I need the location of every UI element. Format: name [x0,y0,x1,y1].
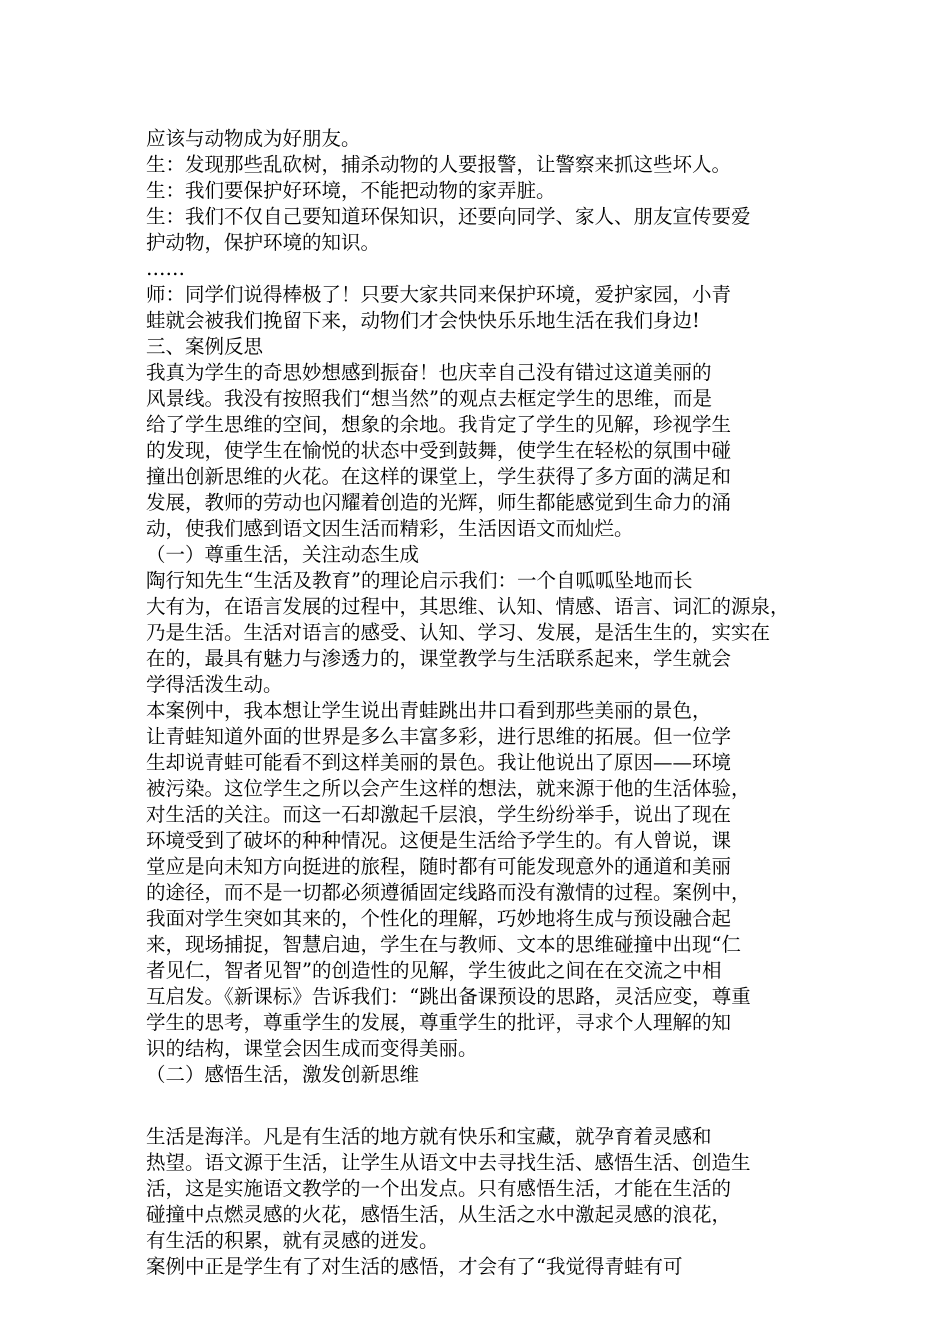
text-line: 动，使我们感到语文因生活而精彩，生活因语文而灿烂。 [146,517,634,540]
text-line: 给了学生思维的空间，想象的余地。我肯定了学生的见解，珍视学生 [146,413,732,436]
text-line: 让青蛙知道外面的世界是多么丰富多彩，进行思维的拓展。但一位学 [146,725,732,748]
text-line: 被污染。这位学生之所以会产生这样的想法，就来源于他的生活体验， [146,777,751,800]
text-line: 的发现，使学生在愉悦的状态中受到鼓舞，使学生在轻松的氛围中碰 [146,439,732,462]
text-line: 互启发。《新课标》告诉我们：“跳出备课预设的思路，灵活应变，尊重 [146,985,751,1008]
text-line: 本案例中，我本想让学生说出青蛙跳出井口看到那些美丽的景色， [146,699,712,722]
text-line: 堂应是向未知方向挺进的旅程，随时都有可能发现意外的通道和美丽 [146,855,732,878]
text-line: 的途径，而不是一切都必须遵循固定线路而没有激情的过程。案例中， [146,881,751,904]
text-line: 者见仁，智者见智”的创造性的见解，学生彼此之间在在交流之中相 [146,959,722,982]
text-line: 我面对学生突如其来的，个性化的理解，巧妙地将生成与预设融合起 [146,907,732,930]
text-line: 生：我们要保护好环境，不能把动物的家弄脏。 [146,179,556,202]
subsection-heading: （一）尊重生活，关注动态生成 [146,543,420,566]
text-line: 乃是生活。生活对语言的感受、认知、学习、发展，是活生生的，实实在 [146,621,771,644]
section-heading: 三、案例反思 [146,335,264,358]
text-line: 蛙就会被我们挽留下来，动物们才会快快乐乐地生活在我们身边! [146,309,700,332]
text-line: 陶行知先生“生活及教育”的理论启示我们：一个自呱呱坠地而长 [146,569,693,592]
ellipsis-line: …… [146,257,185,280]
text-line: 风景线。我没有按照我们“想当然”的观点去框定学生的思维，而是 [146,387,712,410]
text-line: 发展，教师的劳动也闪耀着创造的光辉，师生都能感觉到生命力的涌 [146,491,732,514]
text-line: 生却说青蛙可能看不到这样美丽的景色。我让他说出了原因——环境 [146,751,732,774]
text-line: 对生活的关注。而这一石却激起千层浪，学生纷纷举手，说出了现在 [146,803,732,826]
text-line: 生：我们不仅自己要知道环保知识，还要向同学、家人、朋友宣传要爱 [146,205,751,228]
text-line: 我真为学生的奇思妙想感到振奋！也庆幸自己没有错过这道美丽的 [146,361,712,384]
text-line: 应该与动物成为好朋友。 [146,127,361,150]
text-line: 识的结构，课堂会因生成而变得美丽。 [146,1037,478,1060]
text-line: 来，现场捕捉，智慧启迪，学生在与教师、文本的思维碰撞中出现“仁 [146,933,741,956]
text-line: 学得活泼生动。 [146,673,283,696]
text-line: 在的，最具有魅力与渗透力的，课堂教学与生活联系起来，学生就会 [146,647,732,670]
subsection-heading: （二）感悟生活，激发创新思维 [146,1063,420,1086]
text-line: 生：发现那些乱砍树，捕杀动物的人要报警，让警察来抓这些坏人。 [146,153,732,176]
text-line: 撞出创新思维的火花。在这样的课堂上，学生获得了多方面的满足和 [146,465,732,488]
text-line: 大有为，在语言发展的过程中，其思维、认知、情感、语言、词汇的源泉， [146,595,790,618]
text-line: 生活是海洋。凡是有生活的地方就有快乐和宝藏，就孕育着灵感和 [146,1125,712,1148]
text-line: 活，这是实施语文教学的一个出发点。只有感悟生活，才能在生活的 [146,1177,732,1200]
text-line: 环境受到了破坏的种种情况。这便是生活给予学生的。有人曾说，课 [146,829,732,852]
text-line: 碰撞中点燃灵感的火花，感悟生活，从生活之水中激起灵感的浪花， [146,1203,732,1226]
text-line: 热望。语文源于生活，让学生从语文中去寻找生活、感悟生活、创造生 [146,1151,751,1174]
text-line: 案例中正是学生有了对生活的感悟，才会有了“我觉得青蛙有可 [146,1255,683,1278]
text-line: 护动物，保护环境的知识。 [146,231,381,254]
text-line: 师：同学们说得棒极了！只要大家共同来保护环境，爱护家园，小青 [146,283,732,306]
document-body [146,126,826,1280]
text-line: 学生的思考，尊重学生的发展，尊重学生的批评，寻求个人理解的知 [146,1011,732,1034]
text-line: 有生活的积累，就有灵感的迸发。 [146,1229,439,1252]
paragraph-gap [146,1088,826,1124]
